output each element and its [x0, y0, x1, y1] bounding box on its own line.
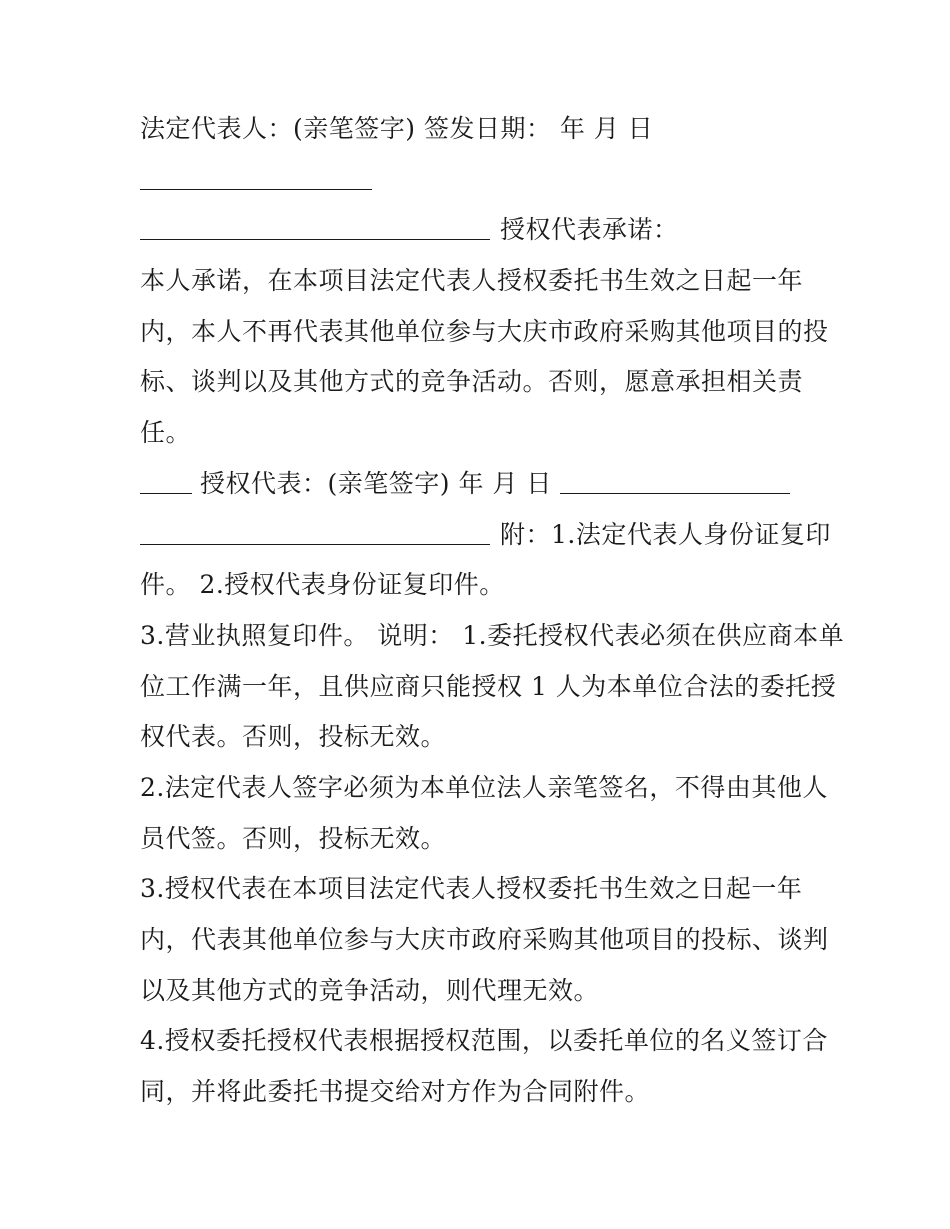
- signature-blank: [140, 189, 372, 190]
- attachments-line: 附：1.法定代表人身份证复印: [140, 510, 820, 561]
- authorized-rep-signature-line: 授权代表：(亲笔签字) 年 月 日: [140, 459, 820, 510]
- paragraph-line: 3.授权代表在本项目法定代表人授权委托书生效之日起一年: [140, 874, 803, 904]
- paragraph-line: 权代表。否则，投标无效。: [140, 722, 447, 752]
- paragraph-line: 同，并将此委托书提交给对方作为合同附件。: [140, 1077, 651, 1107]
- paragraph-line: 本人承诺，在本项目法定代表人授权委托书生效之日起一年: [140, 266, 804, 296]
- fill-blank: [560, 493, 790, 494]
- paragraph-line: 以及其他方式的竞争活动，则代理无效。: [140, 975, 600, 1005]
- paragraph-line: 标、谈判以及其他方式的竞争活动。否则，愿意承担相关责: [140, 367, 804, 397]
- fill-blank: [140, 239, 490, 240]
- document-body: [140, 104, 845, 1118]
- fill-blank: [140, 544, 490, 545]
- paragraph-line: 位工作满一年，且供应商只能授权 1 人为本单位合法的委托授: [140, 671, 837, 701]
- paragraph-line: 4.授权委托授权代表根据授权范围，以委托单位的名义签订合: [140, 1026, 828, 1056]
- paragraph-line: 2.法定代表人签字必须为本单位法人亲笔签名，不得由其他人: [140, 772, 828, 802]
- paragraph-line: 3.营业执照复印件。 说明： 1.委托授权代表必须在供应商本单: [140, 620, 845, 650]
- paragraph-line: 内，本人不再代表其他单位参与大庆市政府采购其他项目的投: [140, 316, 829, 346]
- legal-rep-signature-line: 法定代表人：(亲笔签字) 签发日期： 年 月 日: [140, 114, 654, 143]
- paragraph-line: 件。 2.授权代表身份证复印件。: [140, 570, 505, 600]
- paragraph-line: 内，代表其他单位参与大庆市政府采购其他项目的投标、谈判: [140, 925, 829, 954]
- paragraph-line: 员代签。否则，投标无效。: [140, 823, 447, 853]
- paragraph-line: 任。: [140, 418, 192, 448]
- signature-blank-line: [140, 155, 820, 206]
- fill-blank: [140, 493, 192, 494]
- commitment-heading-line: 授权代表承诺：: [140, 205, 820, 256]
